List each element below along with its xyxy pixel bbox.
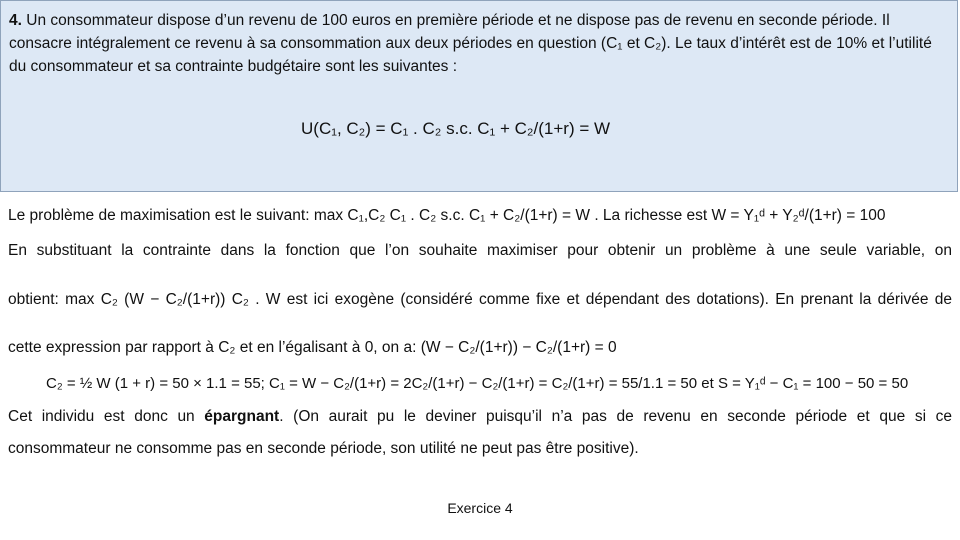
line6-bold: épargnant (204, 408, 280, 425)
solution-line-2: En substituant la contrainte dans la fonction que l’on souhaite maximiser pour obtenir un problème à une seule variable, on (8, 242, 952, 259)
problem-text: Un consommateur dispose d’un revenu de 100 euros en première période et ne dispose pas de revenu en seconde période. Il consacre intégralement ce revenu à sa consommation aux deux périodes en question (C₁ et C₂). Le taux d’intérêt est de 10% et l’utilité du consommateur et sa contrainte budgétaire sont les suivantes : (9, 12, 932, 75)
problem-number: 4. (9, 12, 22, 29)
problem-box (0, 0, 958, 192)
problem-statement (9, 9, 953, 78)
solution-line-1: Le problème de maximisation est le suivant: max C₁,C₂ C₁ . C₂ s.c. C₁ + C₂/(1+r) = W . La richesse est W = Y₁ᵈ + Y₂ᵈ/(1+r) = 100 (8, 207, 886, 224)
solution-line-3: obtient: max C₂ (W − C₂/(1+r)) C₂ . W est ici exogène (considéré comme fixe et dépendant des dotations). En prenant la dérivée de (8, 291, 952, 308)
solution-line-4: cette expression par rapport à C₂ et en l’égalisant à 0, on a: (W − C₂/(1+r)) − C₂/(1+r) = 0 (8, 339, 617, 356)
footer-caption: Exercice 4 (447, 500, 513, 516)
problem-equation: U(C₁, C₂) = C₁ . C₂ s.c. C₁ + C₂/(1+r) = W (301, 119, 611, 138)
solution-line-5: C₂ = ½ W (1 + r) = 50 × 1.1 = 55; C₁ = W − C₂/(1+r) = 2C₂/(1+r) − C₂/(1+r) = C₂/(1+r) = 55/1.1 = 50 et S = Y₁ᵈ − C₁ = 100 − 50 = 50 (46, 375, 909, 392)
line6-post: . (On aurait pu le deviner puisqu’il n’a pas de revenu en seconde période et que si ce (279, 408, 952, 425)
line6-pre: Cet individu est donc un (8, 408, 205, 425)
solution-line-7: consommateur ne consomme pas en seconde période, son utilité ne peut pas être positive). (8, 440, 639, 457)
solution-line-6 (8, 408, 952, 426)
